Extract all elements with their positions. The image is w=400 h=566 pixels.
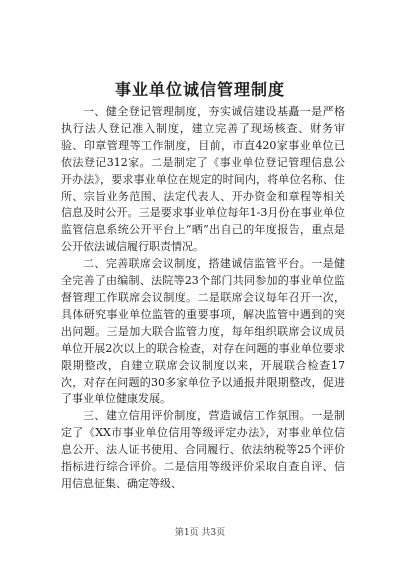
page-number: 第1页 共3页 (174, 528, 226, 538)
paragraph-1: 一、健全登记管理制度，夯实诚信建设基矗一是严格执行法人登记准入制度，建立完善了现场核查、财务审验、印章管理等工作制度，目前，市直420家事业单位已依法登记312家。二是制定了《事业单位登记管理信息公开办法》，要求事业单位在规定的时间内，将单位名称、住所、宗旨业务范围、法定代表人、开办资金和章程等相关信息及时公开。三是要求事业单位每年1-3月份在事业单位监管信息系统公开平台上“晒”出自己的年度报告，重点是公开依法诚信履行职责情况。 (61, 105, 345, 254)
document-title: 事业单位诚信管理制度 (114, 80, 285, 99)
paragraph-3: 三、建立信用评价制度，营造诚信工作氛围。一是制定了《XX市事业单位信用等级评定办法》，对事业单位信息公开、法人证书使用、合同履行、依法纳税等25个评价指标进行综合评价。二是信用等级评价采取自查自评、信用信息征集、确定等级、 (61, 409, 345, 490)
paragraph-2: 二、完善联席会议制度，搭建诚信监管平台。一是健全完善了由编制、法院等23个部门共同参加的事业单位监督管理工作联席会议制度。二是联席会议每年召开一次，具体研究事业单位监管的重要事项，解决监管中遇到的突出问题。三是加大联合监管力度，每年组织联席会议成员单位开展2次以上的联合检查，对存在问题的事业单位要求限期整改，自建立联席会议制度以来，开展联合检查17次，对存在问题的30多家单位予以通报并限期整改，促进了事业单位健康发展。 (61, 257, 345, 406)
document-body (61, 104, 345, 493)
